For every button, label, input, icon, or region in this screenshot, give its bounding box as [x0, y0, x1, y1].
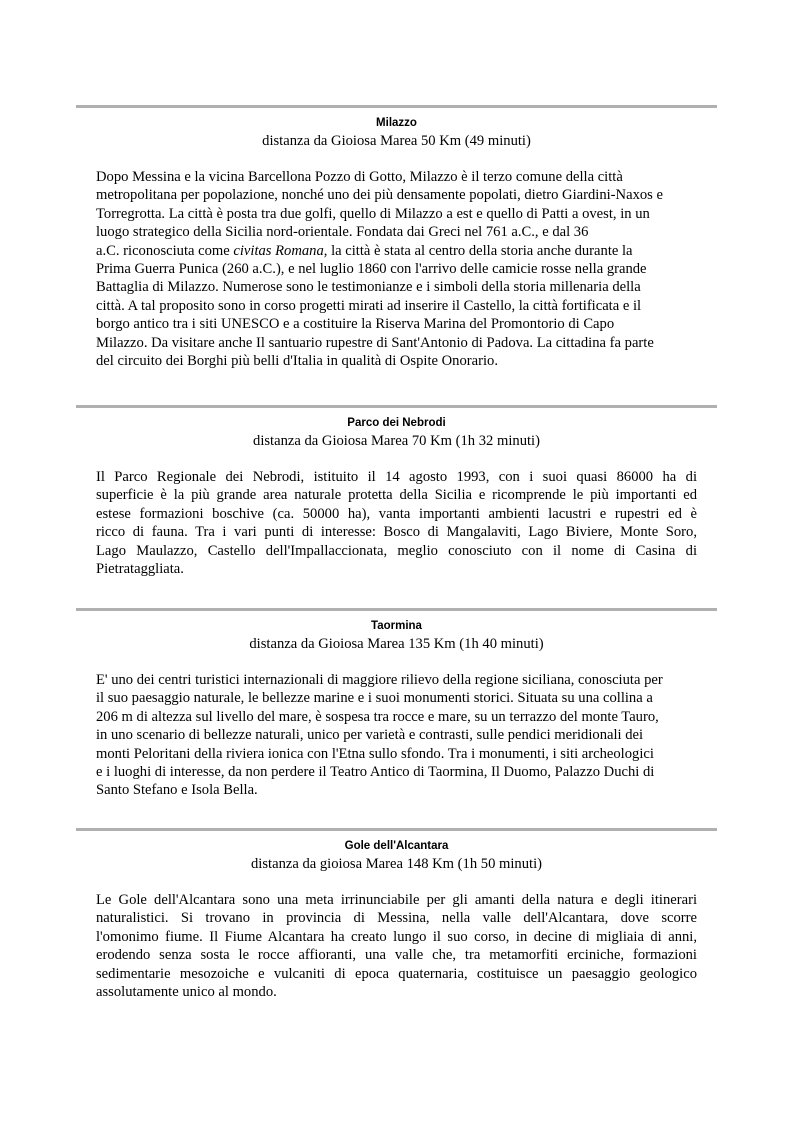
- section-divider: [76, 105, 717, 108]
- italic-phrase: civitas Romana: [233, 242, 324, 259]
- paragraph-line: 206 m di altezza sul livello del mare, è sospesa tra rocce e mare, su un terrazzo del monte Tauro,: [96, 708, 659, 725]
- paragraph-line: metropolitana per popolazione, nonché uno dei più densamente popolati, dietro Giardini-Naxos e: [96, 187, 663, 204]
- paragraph-line: in uno scenario di bellezze naturali, unico per varietà e contrasti, sulle pendici meridionali dei: [96, 727, 644, 744]
- paragraph-line: assolutamente unico al mondo.: [96, 984, 277, 1001]
- paragraph-line: Prima Guerra Punica (260 a.C.), e nel luglio 1860 con l'arrivo delle camicie rosse nella grande: [96, 261, 647, 278]
- section-divider: [76, 405, 717, 408]
- paragraph-line: superficie è la più grande area naturale protetta della Sicilia e ricomprende le più importanti ed: [96, 487, 697, 504]
- paragraph-line: Battaglia di Milazzo. Numerose sono le testimonianze e i simboli della storia millenaria della: [96, 279, 641, 296]
- paragraph-line: erodendo senza sosta le rocce affioranti, una valle che, tra metamorfiti erciniche, formazioni: [96, 947, 697, 964]
- paragraph-line: Pietrataggliata.: [96, 561, 184, 578]
- section-milazzo: [76, 105, 717, 370]
- section-distance: distanza da Gioiosa Marea 70 Km (1h 32 minuti): [253, 433, 540, 449]
- paragraph-line: del circuito dei Borghi più belli d'Italia in qualità di Ospite Onorario.: [96, 353, 498, 370]
- paragraph-line: Milazzo. Da visitare anche Il santuario rupestre di Sant'Antonio di Padova. La cittadina fa parte: [96, 334, 654, 351]
- paragraph-line: l'omonimo fiume. Il Fiume Alcantara ha creato lungo il suo corso, in decine di migliaia di anni,: [96, 928, 697, 945]
- paragraph-line: Santo Stefano e Isola Bella.: [96, 782, 258, 799]
- section-paragraph: [76, 891, 717, 1001]
- section-title: Parco dei Nebrodi: [347, 417, 446, 429]
- paragraph-line: estese formazioni boschive (ca. 50000 ha), vanta importanti ambienti lacustri e rupestri ed è: [96, 505, 697, 522]
- section-divider: [76, 608, 717, 611]
- section-title: Milazzo: [376, 117, 417, 129]
- section-gole-dell-alcantara: [76, 828, 717, 1001]
- paragraph-line: Dopo Messina e la vicina Barcellona Pozzo di Gotto, Milazzo è il terzo comune della città: [96, 169, 623, 185]
- paragraph-line: naturalistici. Si trovano in provincia di Messina, nella valle dell'Alcantara, dove scorre: [96, 910, 697, 927]
- section-distance: distanza da gioiosa Marea 148 Km (1h 50 minuti): [251, 856, 542, 872]
- paragraph-line: il suo paesaggio naturale, le bellezze marine e i suoi monumenti storici. Situata su una collina a: [96, 690, 653, 707]
- section-distance: distanza da Gioiosa Marea 50 Km (49 minuti): [262, 133, 531, 149]
- paragraph-line: E' uno dei centri turistici internazionali di maggiore rilievo della regione siciliana, conosciuta per: [96, 672, 663, 688]
- paragraph-line: luogo strategico della Sicilia nord-orientale. Fondata dai Greci nel 761 a.C., e dal 36: [96, 224, 589, 241]
- section-divider: [76, 828, 717, 831]
- paragraph-line: Lago Maulazzo, Castello dell'Impallaccionata, meglio conosciuto con il nome di Casina di: [96, 542, 697, 559]
- paragraph-line: Il Parco Regionale dei Nebrodi, istituito il 14 agosto 1993, con i suoi quasi 86000 ha di: [96, 469, 697, 485]
- section-taormina: [76, 608, 717, 800]
- paragraph-line: a.C. riconosciuta come civitas Romana, la città è stata al centro della storia anche durante la: [96, 242, 633, 259]
- section-paragraph: [76, 168, 717, 370]
- paragraph-line: Le Gole dell'Alcantara sono una meta irrinunciabile per gli amanti della natura e degli itinerari: [96, 892, 697, 908]
- paragraph-line: e i luoghi di interesse, da non perdere il Teatro Antico di Taormina, Il Duomo, Palazzo Duchi di: [96, 764, 655, 781]
- section-paragraph: [76, 671, 717, 800]
- paragraph-line: monti Peloritani della riviera ionica con l'Etna sullo sfondo. Tra i monumenti, i siti archeologici: [96, 745, 654, 762]
- paragraph-line: borgo antico tra i siti UNESCO e a costituire la Riserva Marina del Promontorio di Capo: [96, 316, 615, 333]
- paragraph-line: città. A tal proposito sono in corso progetti mirati ad inserire il Castello, la città fortificata e il: [96, 297, 642, 314]
- section-title: Taormina: [371, 620, 422, 632]
- section-parco-dei-nebrodi: [76, 405, 717, 578]
- paragraph-line: Torregrotta. La città è posta tra due golfi, quello di Milazzo a est e quello di Patti a ovest, in un: [96, 205, 650, 222]
- paragraph-line: sedimentarie mesozoiche e vulcaniti di epoca quaternaria, costituisce un paesaggio geologico: [96, 965, 697, 982]
- section-paragraph: [76, 468, 717, 578]
- section-title: Gole dell'Alcantara: [344, 840, 449, 852]
- paragraph-line: ricco di fauna. Tra i vari punti di interesse: Bosco di Mangalaviti, Lago Biviere, Monte Soro,: [96, 524, 697, 541]
- section-distance: distanza da Gioiosa Marea 135 Km (1h 40 minuti): [249, 636, 544, 652]
